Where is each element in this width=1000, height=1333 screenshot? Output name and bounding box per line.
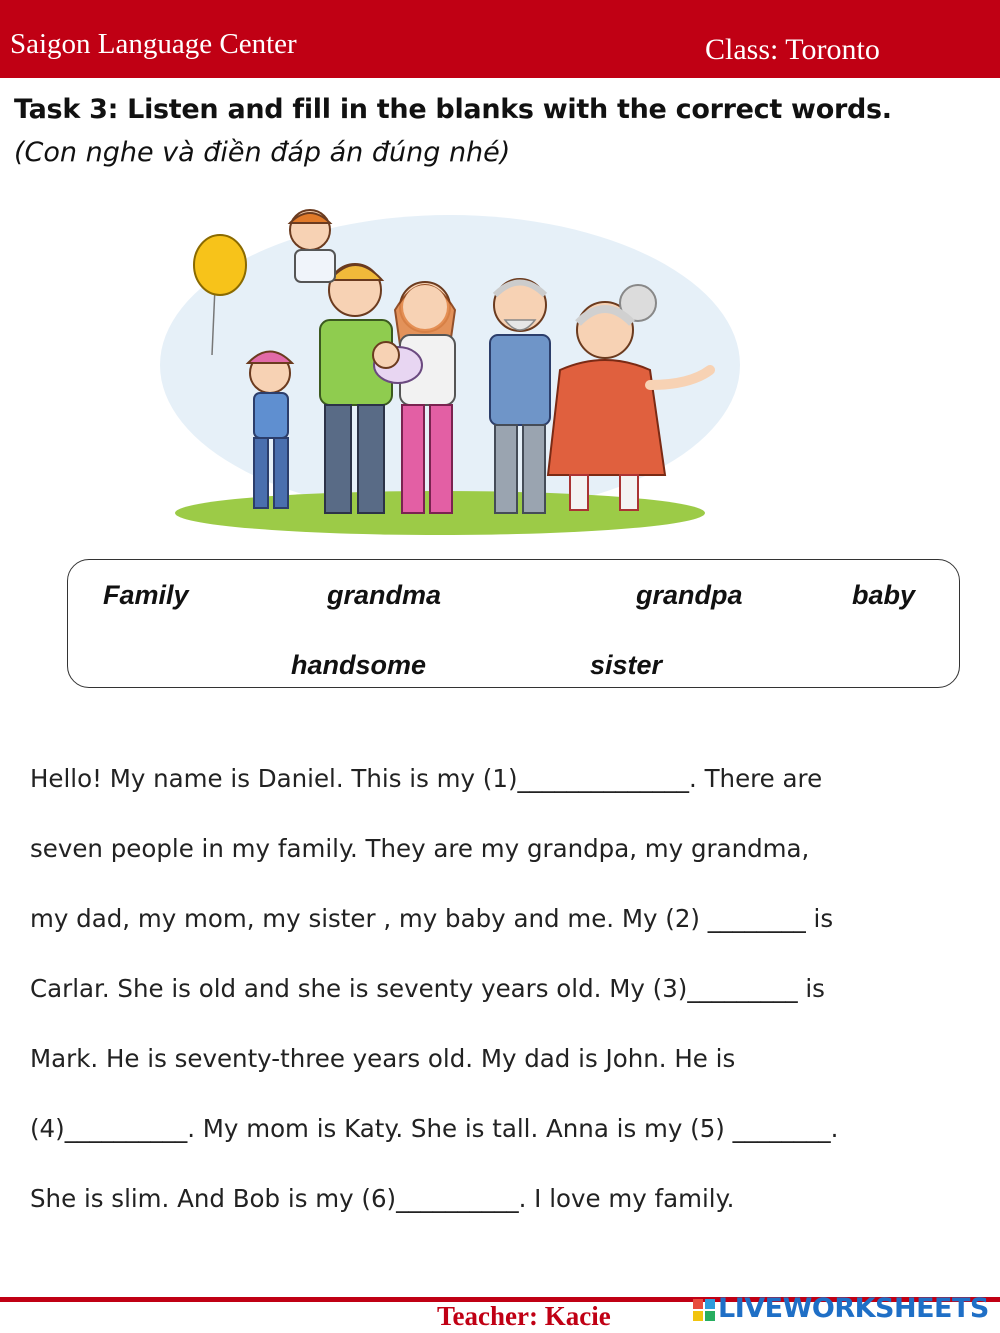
word-bank-item: grandma: [327, 580, 442, 610]
word-bank-item: sister: [590, 650, 663, 680]
family-illustration: [150, 195, 750, 545]
word-bank-item: Family: [103, 580, 189, 610]
passage-line: Mark. He is seventy-three years old. My dad is John. He is: [30, 1044, 736, 1073]
word-bank-item: baby: [852, 580, 916, 610]
passage-line: (4)__________. My mom is Katy. She is tall. Anna is my (5) ________.: [30, 1114, 839, 1143]
word-bank-item: grandpa: [636, 580, 743, 610]
liveworksheets-brand[interactable]: LIVEWORKSHEETS: [718, 1293, 989, 1324]
header-bar: [0, 0, 1000, 78]
passage-line: my dad, my mom, my sister , my baby and me. My (2) ________ is: [30, 904, 834, 933]
passage-line: Hello! My name is Daniel. This is my (1)______________. There are: [30, 764, 823, 793]
word-bank-item: handsome: [291, 650, 427, 680]
word-bank-box: [67, 559, 960, 688]
passage-line: She is slim. And Bob is my (6)__________. I love my family.: [30, 1184, 735, 1213]
passage-line: seven people in my family. They are my grandpa, my grandma,: [30, 834, 810, 863]
teacher-name: Teacher: Kacie: [437, 1301, 611, 1331]
school-name: Saigon Language Center: [10, 28, 297, 60]
task-subtitle: (Con nghe và điền đáp án đúng nhé): [14, 137, 511, 168]
liveworksheets-logo-icon: [692, 1298, 716, 1322]
task-title: Task 3: Listen and fill in the blanks with the correct words.: [14, 94, 892, 125]
passage-line: Carlar. She is old and she is seventy years old. My (3)_________ is: [30, 974, 825, 1003]
class-name: Class: Toronto: [705, 33, 880, 66]
